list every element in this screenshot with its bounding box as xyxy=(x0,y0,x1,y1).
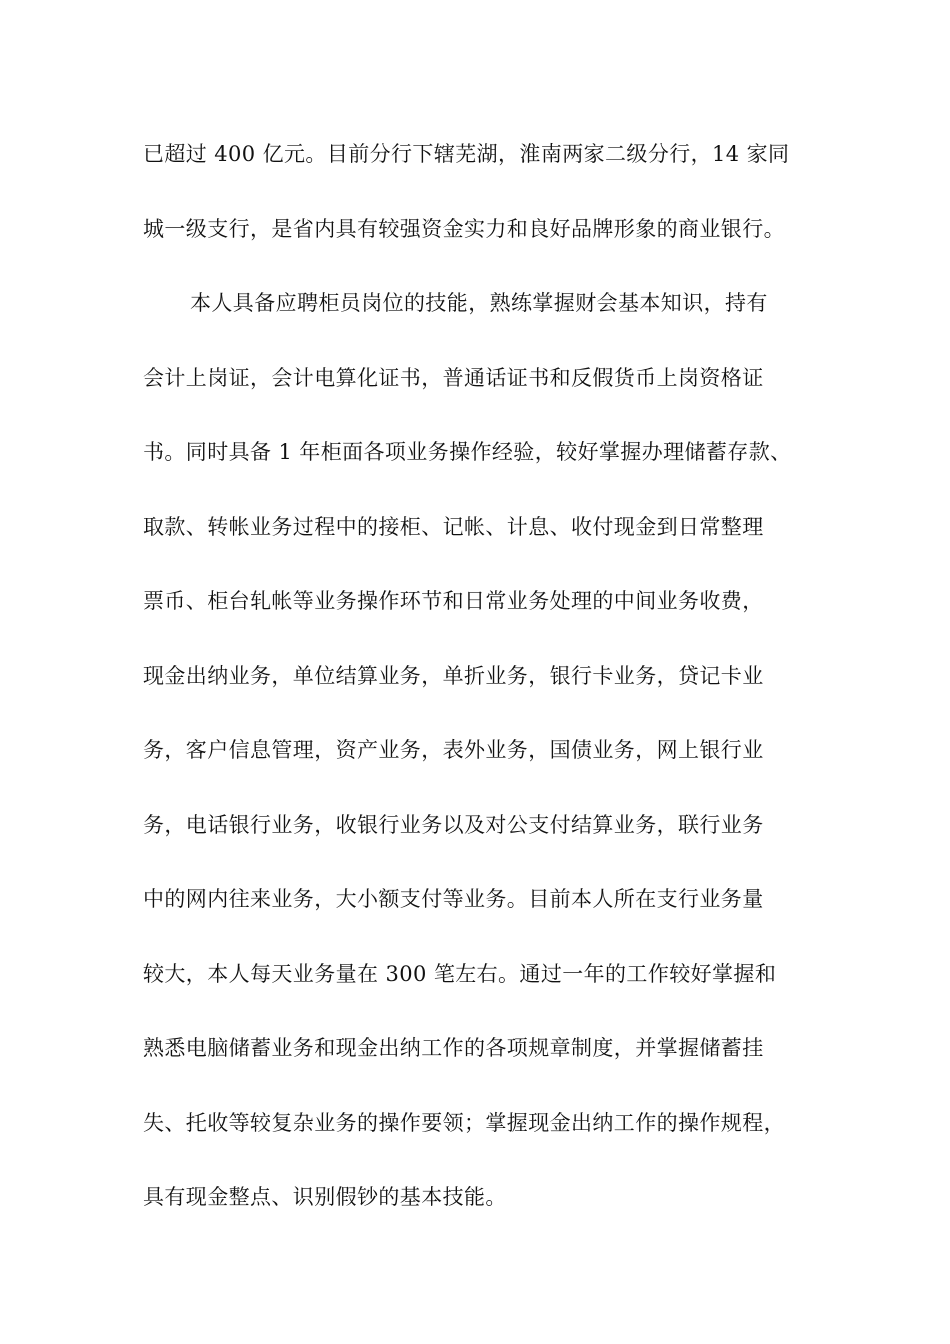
paragraph-first-line: 本人具备应聘柜员岗位的技能，熟练掌握财会基本知识，持有 xyxy=(190,291,768,315)
text-line: 失、托收等较复杂业务的操作要领；掌握现金出纳工作的操作规程， xyxy=(143,1111,785,1135)
text-line: 务，电话银行业务，收银行业务以及对公支付结算业务，联行业务 xyxy=(143,813,764,837)
text-line: 城一级支行，是省内具有较强资金实力和良好品牌形象的商业银行。 xyxy=(143,217,785,241)
text-line: 取款、转帐业务过程中的接柜、记帐、计息、收付现金到日常整理 xyxy=(143,515,764,539)
text-line: 具有现金整点、识别假钞的基本技能。 xyxy=(143,1185,507,1209)
text-line: 务，客户信息管理，资产业务，表外业务，国债业务，网上银行业 xyxy=(143,738,764,762)
text-line: 书。同时具备 1 年柜面各项业务操作经验，较好掌握办理储蓄存款、 xyxy=(143,440,792,464)
text-line: 会计上岗证，会计电算化证书，普通话证书和反假货币上岗资格证 xyxy=(143,366,764,390)
text-line: 已超过 400 亿元。目前分行下辖芜湖，淮南两家二级分行，14 家同 xyxy=(143,142,790,166)
text-line: 票币、柜台轧帐等业务操作环节和日常业务处理的中间业务收费， xyxy=(143,589,764,613)
text-line: 现金出纳业务，单位结算业务，单折业务，银行卡业务，贷记卡业 xyxy=(143,664,764,688)
text-line: 中的网内往来业务，大小额支付等业务。目前本人所在支行业务量 xyxy=(143,887,764,911)
text-line: 较大，本人每天业务量在 300 笔左右。通过一年的工作较好掌握和 xyxy=(143,962,777,986)
text-line: 熟悉电脑储蓄业务和现金出纳工作的各项规章制度，并掌握储蓄挂 xyxy=(143,1036,764,1060)
